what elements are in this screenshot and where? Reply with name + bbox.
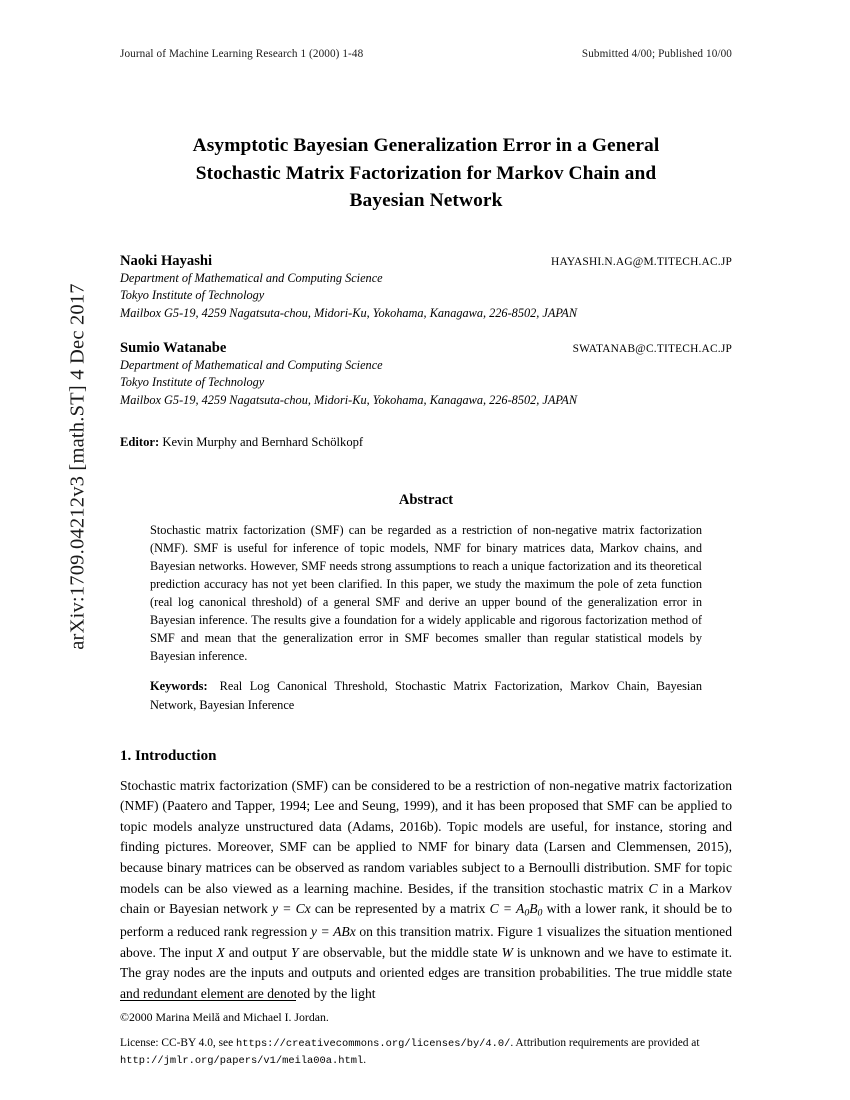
abstract-text: Stochastic matrix factorization (SMF) can be regarded as a restriction of non-negative matrix factorization (NMF). SMF is useful for inference of topic models, NMF for binary matrices data, Markov chains, and Bayesian networks. However, SMF needs strong assumptions to reach a unique factorization and its theoretical prediction accuracy has not yet been clarified. In this paper, we study the maximum the pole of zeta function (real log canonical threshold) of a general SMF and derive an upper bound of the generalization error in Bayesian inference. The results give a foundation for a widely applicable and rigorous factorization method of SMF and mean that the generalization error in SMF becomes smaller than regular statistical models by Bayesian inference. xyxy=(150,523,702,664)
author-affiliation-line: Mailbox G5-19, 4259 Nagatsuta-chou, Midori-Ku, Yokohama, Kanagawa, 226-8502, JAPAN xyxy=(120,305,578,320)
paper-url[interactable]: http://jmlr.org/papers/v1/meila00a.html xyxy=(120,1055,364,1068)
author-name: Naoki Hayashi xyxy=(120,252,213,269)
author-header-row xyxy=(120,340,732,357)
page-title xyxy=(120,132,732,215)
license-text: . xyxy=(363,1054,367,1067)
par-text: on this transition matrix. Figure 1 visualizes the situation mentioned above. The input xyxy=(120,924,732,960)
math-var-Y: Y xyxy=(290,944,299,960)
author-affiliation-line: Department of Mathematical and Computing Science xyxy=(120,358,383,372)
author-name: Sumio Watanabe xyxy=(120,340,227,356)
license-url[interactable]: https://creativecommons.org/licenses/by/4.0/ xyxy=(236,1037,511,1050)
par-text: are observable, but the middle state xyxy=(298,944,502,960)
par-text: and output xyxy=(224,944,291,960)
license-notice xyxy=(120,1035,732,1070)
license-text: License: CC-BY 4.0, see xyxy=(120,1036,236,1049)
par-text: is unknown and we have to estimate it. The gray nodes are the inputs and outputs and oriented edges are transition probabilities. The true middle state and redundant element are denoted by the light xyxy=(120,944,733,1002)
par-text: Stochastic matrix factorization (SMF) can be considered to be a restriction of non-negative matrix factorization (NMF) (Paatero and Tapper, 1994; Lee and Seung, 1999), and it has been proposed that SMF can be applied to topic models analyze unstructured data (Adams, 2016b). Topic models are useful, for instance, storing and finding pictures. Moreover, SMF can be applied to NMF for binary data (Larsen and Clemmensen, 2015), because binary matrices can be observed as random variables subject to a Bernoulli distribution. SMF for topic models can be also viewed as a learning machine. Besides, if the transition stochastic matrix xyxy=(120,777,732,896)
editor-line xyxy=(120,435,732,450)
math-expr-C-eq-A0B0 xyxy=(489,901,543,920)
author-affiliation-line: Tokyo Institute of Technology xyxy=(120,375,265,390)
editor-label: Editor: xyxy=(120,435,160,450)
math-expr-y-eq-ABx: y = ABx xyxy=(310,924,356,940)
footer-divider xyxy=(120,1000,296,1001)
author-header-row xyxy=(120,253,732,270)
abstract-heading: Abstract xyxy=(398,492,454,509)
author-email[interactable]: HAYASHI.N.AG@M.TITECH.AC.JP xyxy=(551,255,732,268)
math-var-X: X xyxy=(216,944,225,960)
paper-content xyxy=(120,48,732,1005)
author-affiliation-line: Tokyo Institute of Technology xyxy=(120,288,265,303)
math-subscript: 0 xyxy=(524,908,530,920)
section-heading-introduction: 1. Introduction xyxy=(120,747,217,764)
page-footer xyxy=(120,1000,732,1070)
title-line-3: Bayesian Network xyxy=(349,190,503,212)
keywords-label: Keywords: xyxy=(150,679,208,694)
math-subscript: 0 xyxy=(537,908,543,920)
par-text: with a lower rank, it should be to perform a reduced rank regression xyxy=(120,901,732,940)
introduction-paragraph xyxy=(120,776,732,1005)
par-text: can be represented by a matrix xyxy=(310,901,490,917)
editor-names: Kevin Murphy and Bernhard Schölkopf xyxy=(162,435,364,450)
license-text: . Attribution requirements are provided at xyxy=(510,1036,700,1049)
author-affiliation-line: Department of Mathematical and Computing Science xyxy=(120,270,383,285)
math-var-C: C xyxy=(648,880,658,896)
author-entry xyxy=(120,340,732,409)
author-email[interactable]: SWATANAB@C.TITECH.AC.JP xyxy=(572,343,732,355)
author-entry xyxy=(120,253,732,322)
math-part: C = A xyxy=(489,901,525,917)
keywords-line xyxy=(150,677,702,713)
arxiv-identifier-stamp: arXiv:1709.04212v3 [math.ST] 4 Dec 2017 xyxy=(66,283,89,650)
title-line-2: Stochastic Matrix Factorization for Markov Chain and xyxy=(195,162,657,184)
author-affiliation-line: Mailbox G5-19, 4259 Nagatsuta-chou, Midori-Ku, Yokohama, Kanagawa, 226-8502, JAPAN xyxy=(120,392,578,407)
par-text: in a Markov chain or Bayesian network xyxy=(120,880,733,917)
author-list xyxy=(120,253,732,410)
copyright-notice: ©2000 Marina Meilă and Michael I. Jordan. xyxy=(120,1010,329,1024)
math-var-W: W xyxy=(501,944,513,960)
math-expr-y-eq-Cx: y = Cx xyxy=(271,901,311,917)
keywords-text: Real Log Canonical Threshold, Stochastic Matrix Factorization, Markov Chain, Bayesian Network, Bayesian Inference xyxy=(150,679,702,712)
math-part: B xyxy=(529,901,538,917)
journal-reference: Journal of Machine Learning Research 1 (2000) 1-48 xyxy=(120,48,364,60)
submission-dates: Submitted 4/00; Published 10/00 xyxy=(581,48,732,60)
running-head xyxy=(120,48,732,60)
title-line-1: Asymptotic Bayesian Generalization Error in a General xyxy=(192,135,660,156)
